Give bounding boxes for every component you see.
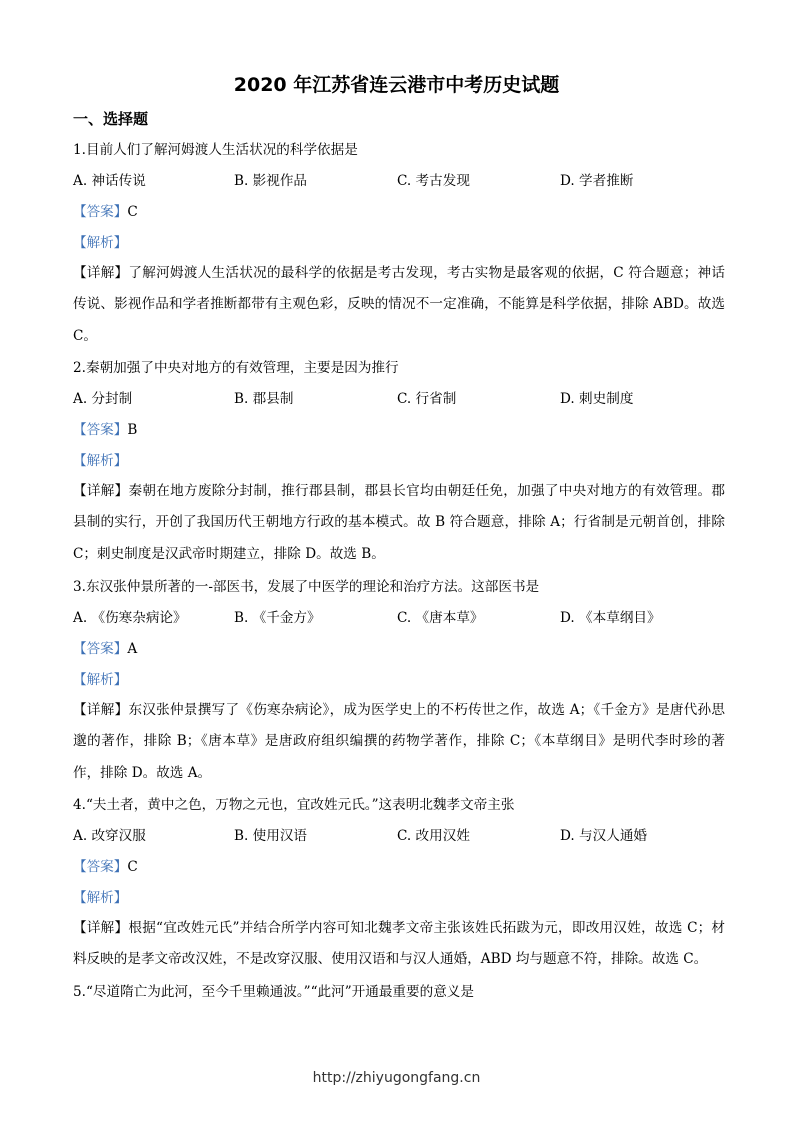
analysis-tag: 【解析】 (73, 890, 128, 906)
detail-paragraph (73, 695, 725, 789)
question-stem: 3.东汉张仲景所著的一-部医书，发展了中医学的理论和治疗方法。这部医书是 (73, 579, 540, 595)
option-a: A. 《伤寒杂病论》 (73, 610, 187, 626)
option-b: B. 郡县制 (234, 391, 294, 407)
detail-paragraph (73, 258, 725, 352)
option-b: B. 使用汉语 (234, 828, 308, 844)
option-d: D. 刺史制度 (560, 391, 634, 407)
answer-line (73, 639, 723, 659)
detail-paragraph (73, 913, 725, 976)
analysis-tag: 【解析】 (73, 235, 128, 251)
option-c: C. 《唐本草》 (397, 610, 484, 626)
detail-tag: 【详解】 (73, 920, 129, 936)
option-a: A. 改穿汉服 (73, 828, 146, 844)
answer-line (73, 202, 723, 222)
analysis-tag: 【解析】 (73, 672, 128, 688)
answer-tag: 【答案】 (73, 859, 128, 875)
footer-url[interactable]: http://zhiyugongfang.cn (312, 1070, 481, 1086)
section-heading: 一、选择题 (73, 110, 149, 128)
option-c: C. 改用汉姓 (397, 828, 470, 844)
answer-value: A (127, 641, 138, 657)
option-d: D. 《本草纲目》 (560, 610, 661, 626)
option-c: C. 考古发现 (397, 173, 470, 189)
answer-tag: 【答案】 (73, 422, 128, 438)
answer-tag: 【答案】 (73, 204, 128, 220)
option-b: B. 影视作品 (234, 173, 308, 189)
answer-value: B (127, 422, 138, 438)
detail-paragraph (73, 476, 725, 570)
option-c: C. 行省制 (397, 391, 457, 407)
question-stem: 2.秦朝加强了中央对地方的有效管理，主要是因为推行 (73, 360, 399, 376)
detail-text: 秦朝在地方废除分封制，推行郡县制，郡县长官均由朝廷任免，加强了中央对地方的有效管理。郡县制的实行，开创了我国历代王朝地方行政的基本模式。故 B 符合题意，排除 A；行省制是元朝首创，排除 C；刺史制度是汉武帝时期建立，排除 D。故选 B。 (73, 483, 725, 562)
analysis-tag: 【解析】 (73, 453, 128, 469)
question-stem: 5.“尽道隋亡为此河，至今千里赖通波。”“此河”开通最重要的意义是 (73, 984, 474, 1000)
question-stem: 4.“夫土者，黄中之色，万物之元也，宜改姓元氏。”这表明北魏孝文帝主张 (73, 797, 515, 813)
question-stem: 1.目前人们了解河姆渡人生活状况的科学依据是 (73, 142, 358, 158)
detail-tag: 【详解】 (73, 483, 129, 499)
detail-text: 根据“宜改姓元氏”并结合所学内容可知北魏孝文帝主张该姓氏拓跋为元，即改用汉姓，故选 C；材料反映的是孝文帝改汉姓，不是改穿汉服、使用汉语和与汉人通婚，ABD 均与题意不符，排除。故选 C。 (73, 920, 726, 968)
detail-tag: 【详解】 (73, 702, 129, 718)
option-a: A. 神话传说 (73, 173, 146, 189)
answer-tag: 【答案】 (73, 641, 128, 657)
option-b: B. 《千金方》 (234, 610, 321, 626)
answer-value: C (127, 204, 138, 220)
option-d: D. 学者推断 (560, 173, 634, 189)
option-a: A. 分封制 (73, 391, 133, 407)
document-title: 2020 年江苏省连云港市中考历史试题 (233, 74, 560, 96)
answer-line (73, 857, 723, 877)
detail-text: 了解河姆渡人生活状况的最科学的依据是考古发现，考古实物是最客观的依据，C 符合题意；神话传说、影视作品和学者推断都带有主观色彩，反映的情况不一定准确，不能算是科学依据，排除 ABD。故选 C。 (73, 265, 725, 344)
answer-line (73, 420, 723, 440)
detail-tag: 【详解】 (73, 265, 129, 281)
detail-text: 东汉张仲景撰写了《伤寒杂病论》，成为医学史上的不朽传世之作，故选 A；《千金方》是唐代孙思邈的著作，排除 B；《唐本草》是唐政府组织编撰的药物学著作，排除 C；《本草纲目》是明代李时珍的著作，排除 D。故选 A。 (73, 702, 725, 781)
option-d: D. 与汉人通婚 (560, 828, 648, 844)
answer-value: C (127, 859, 138, 875)
